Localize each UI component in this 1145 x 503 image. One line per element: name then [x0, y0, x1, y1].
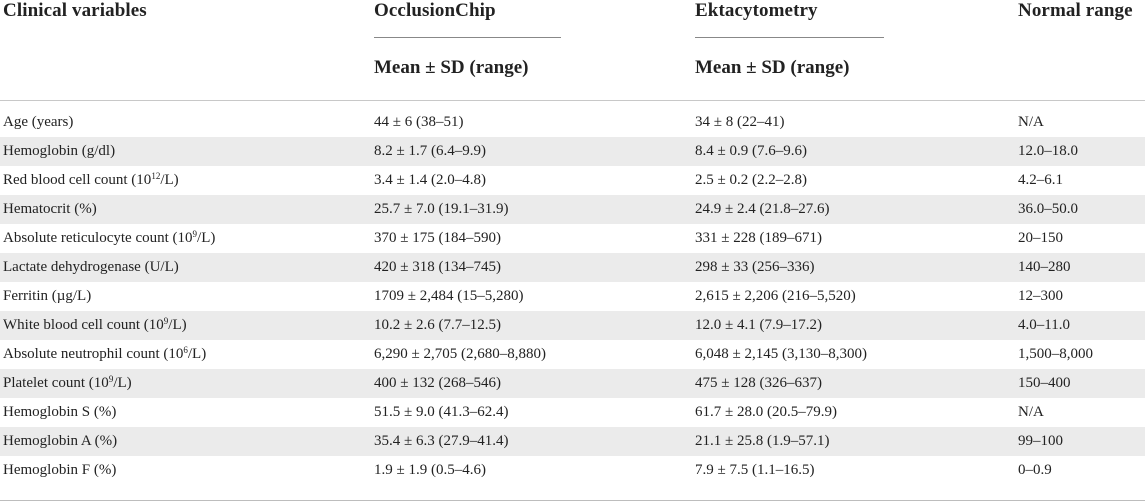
cell-clinical-variable — [3, 224, 215, 253]
cell-normal-range: 99–100 — [1018, 433, 1063, 449]
unit-suffix: /L) — [113, 375, 132, 391]
table-row — [0, 282, 1145, 311]
cell-normal-range: 150–400 — [1018, 375, 1071, 391]
cell-occlusionchip: 1709 ± 2,484 (15–5,280) — [374, 288, 524, 304]
unit-exponent: 9 — [108, 374, 114, 384]
cell-clinical-variable — [3, 166, 179, 195]
cell-ektacytometry: 7.9 ± 7.5 (1.1–16.5) — [695, 462, 815, 478]
ektacytometry-underline — [695, 37, 884, 38]
unit-exponent: 9 — [163, 316, 169, 326]
cell-normal-range: 20–150 — [1018, 230, 1063, 246]
cell-ektacytometry: 2,615 ± 2,206 (216–5,520) — [695, 288, 856, 304]
cell-occlusionchip: 25.7 ± 7.0 (19.1–31.9) — [374, 201, 509, 217]
table-bottom-rule — [0, 500, 1145, 501]
occlusionchip-underline — [374, 37, 561, 38]
cell-occlusionchip: 10.2 ± 2.6 (7.7–12.5) — [374, 317, 501, 333]
cell-clinical-variable — [3, 253, 179, 282]
table-row — [0, 369, 1145, 398]
subheader-ektacytometry-mean-sd: Mean ± SD (range) — [695, 57, 850, 78]
table-row — [0, 427, 1145, 456]
table-header — [0, 0, 1145, 100]
cell-occlusionchip: 3.4 ± 1.4 (2.0–4.8) — [374, 172, 486, 188]
cell-normal-range: 36.0–50.0 — [1018, 201, 1078, 217]
cell-normal-range: 4.0–11.0 — [1018, 317, 1070, 333]
cell-ektacytometry: 475 ± 128 (326–637) — [695, 375, 822, 391]
variable-label: Ferritin (µg/L) — [3, 288, 92, 304]
variable-label: Age (years) — [3, 114, 74, 130]
cell-clinical-variable — [3, 398, 116, 427]
cell-normal-range: N/A — [1018, 114, 1044, 130]
table-row — [0, 398, 1145, 427]
cell-ektacytometry: 61.7 ± 28.0 (20.5–79.9) — [695, 404, 837, 420]
cell-normal-range: N/A — [1018, 404, 1044, 420]
variable-label: Hemoglobin F (%) — [3, 462, 117, 478]
cell-clinical-variable — [3, 427, 117, 456]
cell-ektacytometry: 8.4 ± 0.9 (7.6–9.6) — [695, 143, 807, 159]
table-row — [0, 166, 1145, 195]
unit-exponent: 12 — [151, 171, 161, 181]
cell-occlusionchip: 370 ± 175 (184–590) — [374, 230, 501, 246]
cell-ektacytometry: 6,048 ± 2,145 (3,130–8,300) — [695, 346, 867, 362]
variable-label: Platelet count (10 — [3, 375, 109, 391]
cell-ektacytometry: 331 ± 228 (189–671) — [695, 230, 822, 246]
table-row — [0, 456, 1145, 485]
cell-clinical-variable — [3, 282, 91, 311]
cell-clinical-variable — [3, 195, 97, 224]
cell-occlusionchip: 44 ± 6 (38–51) — [374, 114, 464, 130]
cell-clinical-variable — [3, 137, 115, 166]
cell-normal-range: 1,500–8,000 — [1018, 346, 1093, 362]
cell-occlusionchip: 8.2 ± 1.7 (6.4–9.9) — [374, 143, 486, 159]
cell-clinical-variable — [3, 108, 73, 137]
unit-suffix: /L) — [160, 172, 179, 188]
variable-label: Hemoglobin (g/dl) — [3, 143, 116, 159]
table-row — [0, 253, 1145, 282]
variable-label: Hemoglobin S (%) — [3, 404, 117, 420]
cell-normal-range: 12–300 — [1018, 288, 1063, 304]
cell-occlusionchip: 400 ± 132 (268–546) — [374, 375, 501, 391]
cell-clinical-variable — [3, 311, 187, 340]
variable-label: Absolute neutrophil count (10 — [3, 346, 184, 362]
cell-occlusionchip: 51.5 ± 9.0 (41.3–62.4) — [374, 404, 509, 420]
unit-suffix: /L) — [187, 346, 207, 362]
unit-suffix: /L) — [197, 230, 216, 246]
cell-occlusionchip: 35.4 ± 6.3 (27.9–41.4) — [374, 433, 509, 449]
table-row — [0, 195, 1145, 224]
subheader-occlusionchip-mean-sd: Mean ± SD (range) — [374, 57, 529, 78]
unit-exponent: 6 — [183, 345, 188, 355]
variable-label: Lactate dehydrogenase (U/L) — [3, 259, 179, 275]
header-ektacytometry: Ektacytometry — [695, 0, 818, 21]
cell-ektacytometry: 24.9 ± 2.4 (21.8–27.6) — [695, 201, 830, 217]
cell-occlusionchip: 420 ± 318 (134–745) — [374, 259, 501, 275]
unit-exponent: 9 — [192, 229, 198, 239]
table-row — [0, 340, 1145, 369]
variable-label: Red blood cell count (10 — [3, 172, 152, 188]
cell-normal-range: 0–0.9 — [1018, 462, 1052, 478]
table-row — [0, 137, 1145, 166]
variable-label: Hemoglobin A (%) — [3, 433, 118, 449]
table-row — [0, 224, 1145, 253]
cell-ektacytometry: 12.0 ± 4.1 (7.9–17.2) — [695, 317, 822, 333]
cell-ektacytometry: 2.5 ± 0.2 (2.2–2.8) — [695, 172, 807, 188]
header-occlusionchip: OcclusionChip — [374, 0, 496, 21]
cell-normal-range: 140–280 — [1018, 259, 1071, 275]
variable-label: Absolute reticulocyte count (10 — [3, 230, 193, 246]
cell-ektacytometry: 298 ± 33 (256–336) — [695, 259, 815, 275]
cell-occlusionchip: 6,290 ± 2,705 (2,680–8,880) — [374, 346, 546, 362]
table-row — [0, 311, 1145, 340]
cell-normal-range: 12.0–18.0 — [1018, 143, 1078, 159]
cell-clinical-variable — [3, 456, 116, 485]
header-divider — [0, 100, 1145, 101]
cell-clinical-variable — [3, 340, 206, 369]
unit-suffix: /L) — [168, 317, 187, 333]
cell-normal-range: 4.2–6.1 — [1018, 172, 1063, 188]
cell-clinical-variable — [3, 369, 132, 398]
header-normal-range: Normal range — [1018, 0, 1133, 21]
variable-label: White blood cell count (10 — [3, 317, 164, 333]
cell-ektacytometry: 34 ± 8 (22–41) — [695, 114, 785, 130]
cell-ektacytometry: 21.1 ± 25.8 (1.9–57.1) — [695, 433, 830, 449]
cell-occlusionchip: 1.9 ± 1.9 (0.5–4.6) — [374, 462, 486, 478]
header-clinical-variables: Clinical variables — [3, 0, 147, 21]
variable-label: Hematocrit (%) — [3, 201, 97, 217]
table-row — [0, 108, 1145, 137]
